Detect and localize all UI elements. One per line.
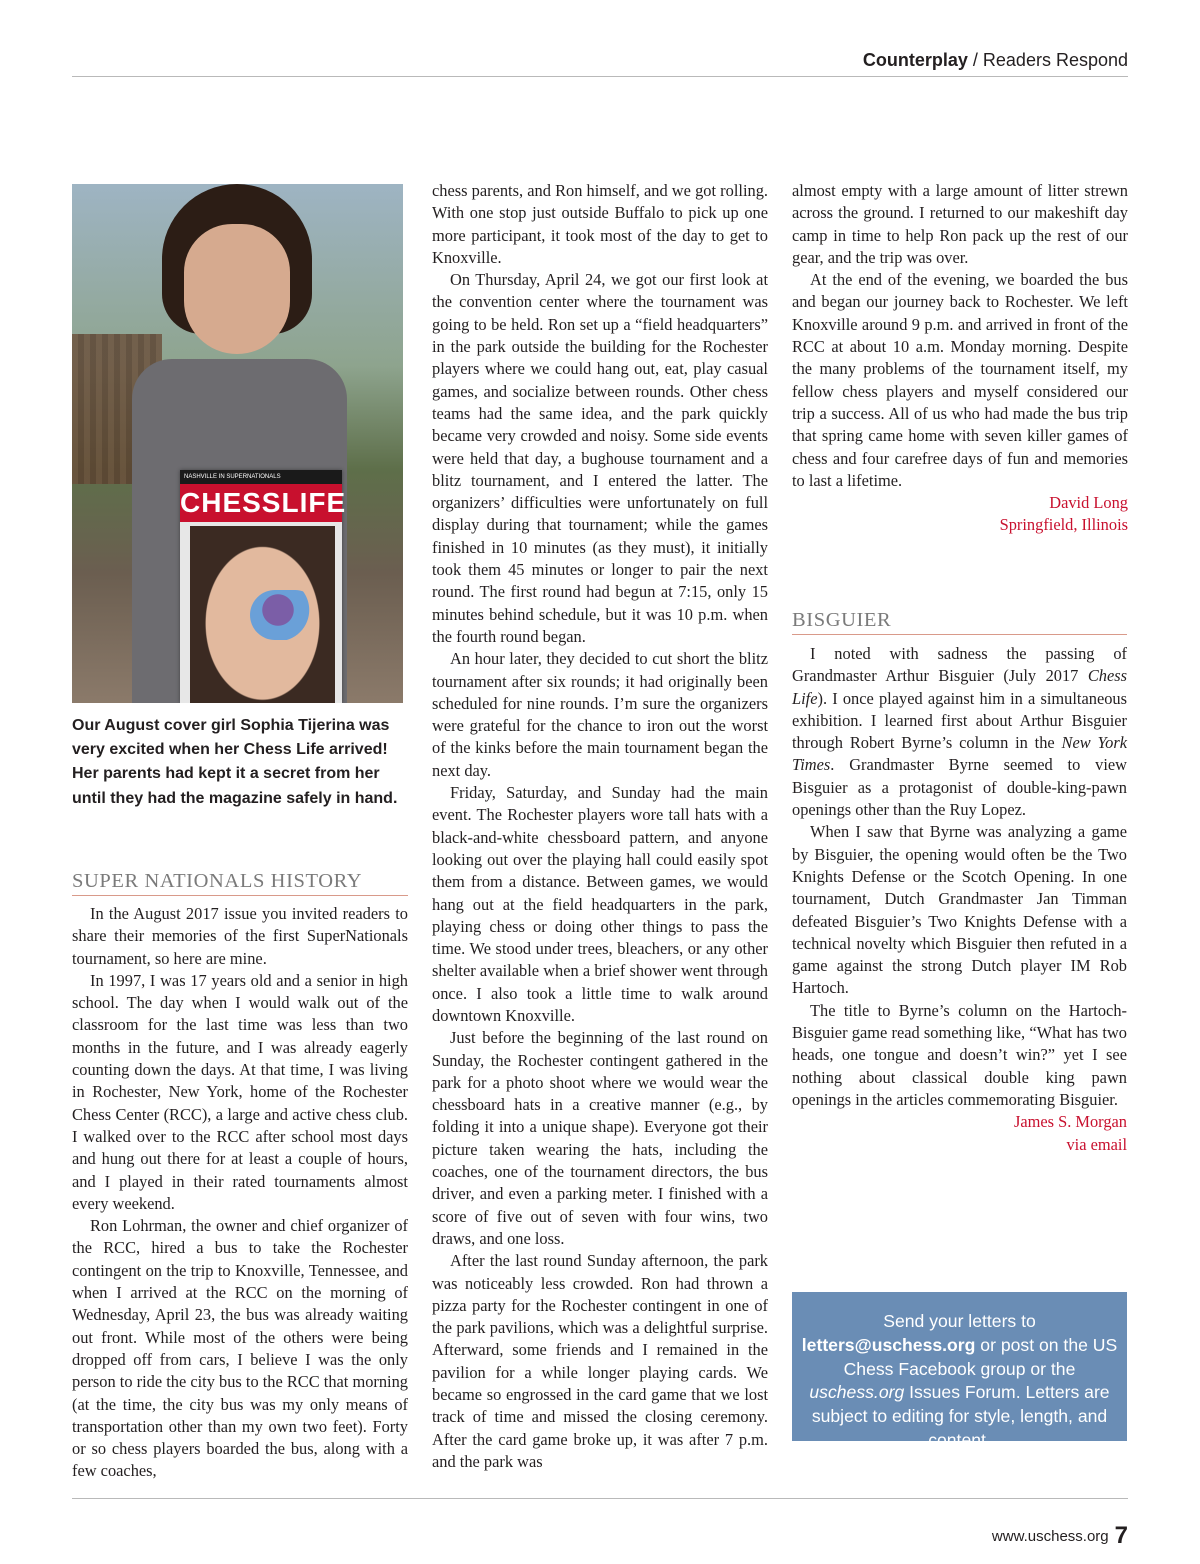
paragraph: Just before the beginning of the last round on Sunday, the Rochester contingent gathered in the park for a photo shoot where we would wear the chessboard hats in a creative manner (e.g., by folding it into a unique shape). Everyone got their picture taken wearing the hats, including the coaches, one of the tournament directors, the bus driver, and even a parking meter. I finished with a score of five out of seven with four wins, two draws, and one loss. [432, 1028, 768, 1248]
letter2-location: via email [1066, 1134, 1127, 1154]
face-paint [250, 590, 320, 640]
page-footer [992, 1522, 1128, 1550]
letter1-column3 [792, 180, 1128, 537]
letters-email-link[interactable]: letters@uschess.org [801, 1334, 976, 1355]
paragraph: almost empty with a large amount of litter strewn across the ground. I returned to our makeshift day camp in time to help Ron pack up the rest of our gear, and the trip was over. [792, 181, 1128, 267]
footer-url[interactable]: www.uschess.org [991, 1528, 1109, 1545]
sendbox-intro: Send your letters to [883, 1311, 1036, 1331]
header-subsection: Readers Respond [982, 50, 1128, 70]
send-letters-box: Send your letters to letters@uschess.org or post on the US Chess Facebook group or the uschess.org Issues Forum. Letters are subject to editing for style, length, and content. [792, 1292, 1127, 1441]
magazine-banner: NASHVILLE IN SUPERNATIONALS [180, 470, 342, 484]
paragraph: After the last round Sunday afternoon, the park was noticeably less crowded. Ron had thrown a pizza party for the Rochester contingent in one of the park pavilions, which was a delightful surprise. Afterward, some friends and I remained in the pavilion for a while longer playing cards. We became so engrossed in the card game that we lost track of time and missed the closing ceremony. After the card game broke up, it was after 7 p.m. and the park was [432, 1251, 768, 1471]
footer-divider [72, 1498, 1128, 1499]
header-separator: / [967, 50, 983, 70]
uschess-forum-link[interactable]: uschess.org [809, 1382, 905, 1403]
page-number: 7 [1114, 1522, 1128, 1549]
paragraph: Friday, Saturday, and Sunday had the main event. The Rochester players wore tall hats with a black-and-white chessboard pattern, and anyone looking out over the playing hall could easily spot them from a distance. Between games, we would hang out at the field headquarters in the park, playing chess or doing other things to pass the time. We stood under trees, bleachers, or any other shelter available when a brief shower went through once. I also took a little time to walk around downtown Knoxville. [432, 783, 768, 1025]
letter2-author: James S. Morgan [1013, 1112, 1127, 1132]
paragraph: At the end of the evening, we boarded the bus and began our journey back to Rochester. We left Knoxville around 9 p.m. and arrived in front of the RCC at about 10 a.m. Monday morning. Despite the many problems of the tournament itself, my fellow chess players and myself considered our trip a success. All of us who had made the bus trip that spring came home with seven killer games of chess and four carefree days of fun and memories to last a lifetime. [792, 270, 1128, 490]
letter1-author: David Long [1049, 493, 1128, 513]
heading-bisguier: BISGUIER [792, 609, 1127, 635]
paragraph: Ron Lohrman, the owner and chief organizer of the RCC, hired a bus to take the Rochester contingent on the trip to Knoxville, Tennessee, and when I arrived at the RCC on the morning of Wednesday, April 23, the bus was already waiting out front. While most of the others were being dropped off from cars, I believe I was the only person to ride the city bus to the RCC that morning (at the time, the city bus was my only means of transportation other than my own two feet). Forty or so chess players boarded the bus, along with a few coaches, [72, 1216, 408, 1481]
page-header [72, 50, 1128, 77]
paragraph: When I saw that Byrne was analyzing a game by Bisguier, the opening would often be the Two Knights Defense or the Scotch Opening. In one tournament, Dutch Grandmaster Jan Timman defeated Bisguier’s Two Knights Defense with a technical novelty which Bisguier then refuted in a game against the strong Dutch player IM Rob Hartoch. [792, 822, 1127, 998]
paragraph: I noted with sadness the passing of Grandmaster Arthur Bisguier (July 2017 Chess Life). I once played against him in a simultaneous exhibition. I learned first about Arthur Bisguier through Robert Byrne’s column in the New York Times. Grandmaster Byrne seemed to view Bisguier as a protagonist of double-king-pawn openings other than the Ruy Lopez. [792, 644, 1127, 820]
letter1-location: Springfield, Illinois [999, 515, 1128, 535]
paragraph: The title to Byrne’s column on the Hartoch-Bisguier game read something like, “What has two heads, one tongue and doesn’t win?” yet I see nothing about classical double king pawn openings in the articles commemorating Bisguier. [792, 1000, 1127, 1109]
letter1-column2 [432, 180, 768, 1473]
magazine-cover [180, 470, 347, 703]
photo-face [184, 224, 290, 354]
paragraph: An hour later, they decided to cut short the blitz tournament after six rounds; it had originally been scheduled for nine rounds. I’m sure the organizers were grateful for the chance to iron out the worst of the kinks before the main tournament began the next day. [432, 649, 768, 780]
magazine-logo: CHESSLIFE [180, 484, 342, 522]
header-section: Counterplay [862, 50, 968, 70]
paragraph: chess parents, and Ron himself, and we got rolling. With one stop just outside Buffalo to pick up one more participant, it took most of the day to get to Knoxville. [432, 181, 768, 267]
cover-girl-photo [72, 184, 403, 703]
letter1-column1 [72, 903, 408, 1483]
paragraph: In the August 2017 issue you invited readers to share their memories of the first SuperNationals tournament, so here are mine. [72, 904, 408, 968]
paragraph: On Thursday, April 24, we got our first look at the convention center where the tournament was going to be held. Ron set up a “field headquarters” in the park outside the building for the Rochester players where we could hang out, eat, play casual games, and socialize between rounds. Other chess teams had the same idea, and the park quickly became very crowded and noisy. Some side events were held that day, a bughouse tournament and a blitz tournament, and I entered the latter. The organizers’ difficulties were unfortunately on full display during that tournament; while the games finished in 10 minutes (as they must), it initially took them 45 minutes or longer to pair the next round. The first round had begun at 7:15, only 15 minutes behind schedule, but it was 10 p.m. when the fourth round began. [432, 270, 768, 646]
photo-caption: Our August cover girl Sophia Tijerina was very excited when her Chess Life arrived! Her parents had kept it a secret from her until they had the magazine safely in hand. [72, 717, 398, 807]
paragraph: In 1997, I was 17 years old and a senior in high school. The day when I would walk out of the classroom for the last time was less than two months in the future, and I was already eagerly counting down the days. At that time, I was living in Rochester, New York, home of the Rochester Chess Center (RCC), a large and active chess club. I walked over to the RCC after school most days and hung out there for at least a couple of hours, and I played in their rated tournaments almost every weekend. [72, 970, 408, 1213]
heading-super-nationals-history: SUPER NATIONALS HISTORY [72, 870, 408, 896]
letter2-body [792, 643, 1127, 1156]
